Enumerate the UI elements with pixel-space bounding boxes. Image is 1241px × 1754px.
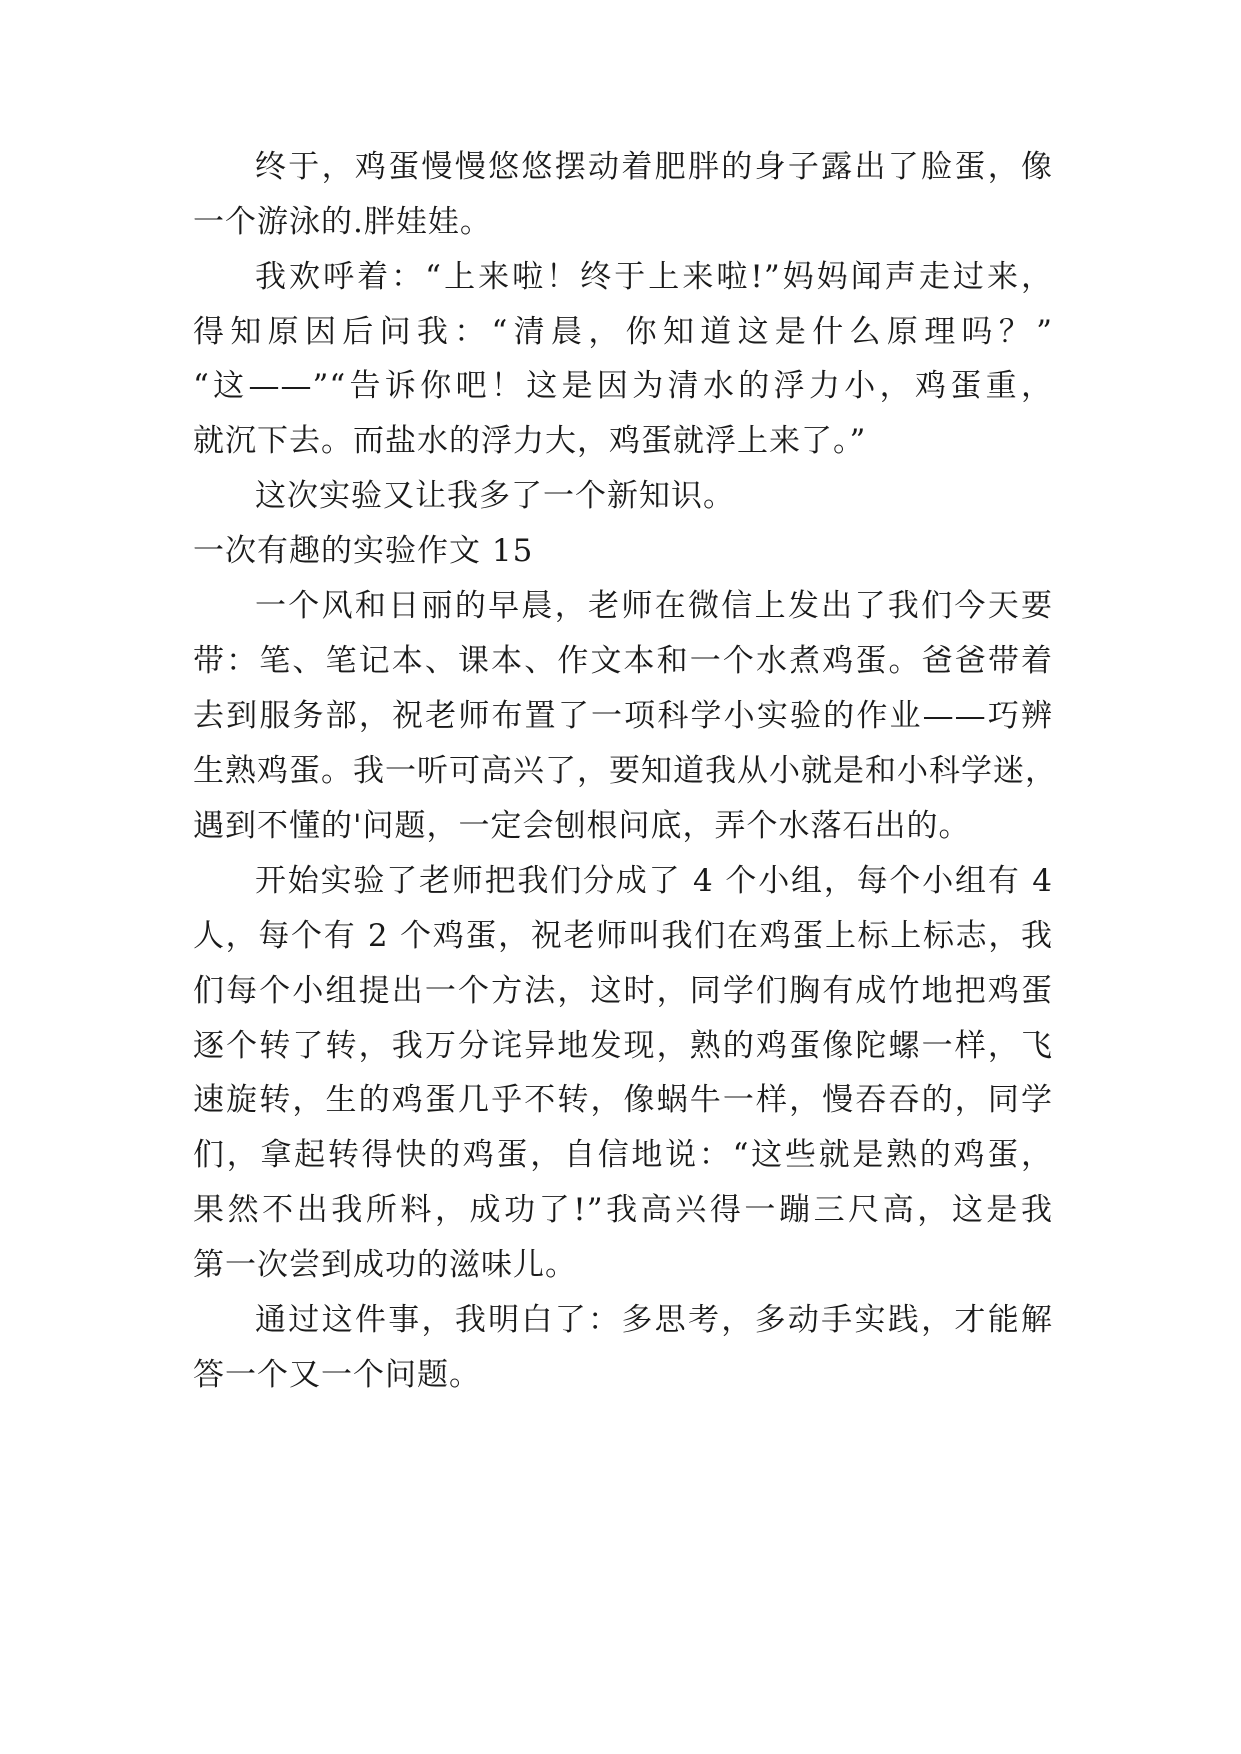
text-line: 第一次尝到成功的滋味儿。 <box>193 1247 577 1283</box>
text-line: 带：笔、笔记本、课本、作文本和一个水煮鸡蛋。爸爸带着 <box>193 643 1053 679</box>
text-line: 遇到不懂的'问题，一定会刨根问底，弄个水落石出的。 <box>193 808 971 844</box>
text-line: 这次实验又让我多了一个新知识。 <box>255 478 735 514</box>
section-heading: 一次有趣的实验作文 15 <box>193 533 534 569</box>
text-line: “这——”“告诉你吧！这是因为清水的浮力小，鸡蛋重， <box>193 368 1053 404</box>
text-line: 一个游泳的.胖娃娃。 <box>193 204 492 240</box>
text-line: 逐个转了转，我万分诧异地发现，熟的鸡蛋像陀螺一样，飞 <box>193 1028 1053 1064</box>
text-line: 一个风和日丽的早晨，老师在微信上发出了我们今天要 <box>255 588 1053 624</box>
text-line: 答一个又一个问题。 <box>193 1357 481 1393</box>
text-line: 我欢呼着：“上来啦！终于上来啦!”妈妈闻声走过来， <box>255 259 1053 295</box>
text-line: 们，拿起转得快的鸡蛋，自信地说：“这些就是熟的鸡蛋， <box>193 1137 1053 1173</box>
text-line: 终于，鸡蛋慢慢悠悠摆动着肥胖的身子露出了脸蛋，像 <box>255 149 1053 185</box>
text-line: 通过这件事，我明白了：多思考，多动手实践，才能解 <box>255 1302 1053 1338</box>
text-line: 去到服务部，祝老师布置了一项科学小实验的作业——巧辨 <box>193 698 1053 734</box>
text-line: 果然不出我所料，成功了!”我高兴得一蹦三尺高，这是我 <box>193 1192 1053 1228</box>
text-line: 就沉下去。而盐水的浮力大，鸡蛋就浮上来了。” <box>193 423 867 459</box>
text-line: 得知原因后问我：“清晨，你知道这是什么原理吗？” <box>193 314 1053 350</box>
text-line: 开始实验了老师把我们分成了 4 个小组，每个小组有 4 <box>255 863 1053 899</box>
text-line: 速旋转，生的鸡蛋几乎不转，像蜗牛一样，慢吞吞的，同学 <box>193 1082 1053 1118</box>
text-line: 生熟鸡蛋。我一听可高兴了，要知道我从小就是和小科学迷， <box>193 753 1057 789</box>
text-line: 们每个小组提出一个方法，这时，同学们胸有成竹地把鸡蛋 <box>193 973 1053 1009</box>
text-line: 人，每个有 2 个鸡蛋，祝老师叫我们在鸡蛋上标上标志，我 <box>193 918 1053 954</box>
